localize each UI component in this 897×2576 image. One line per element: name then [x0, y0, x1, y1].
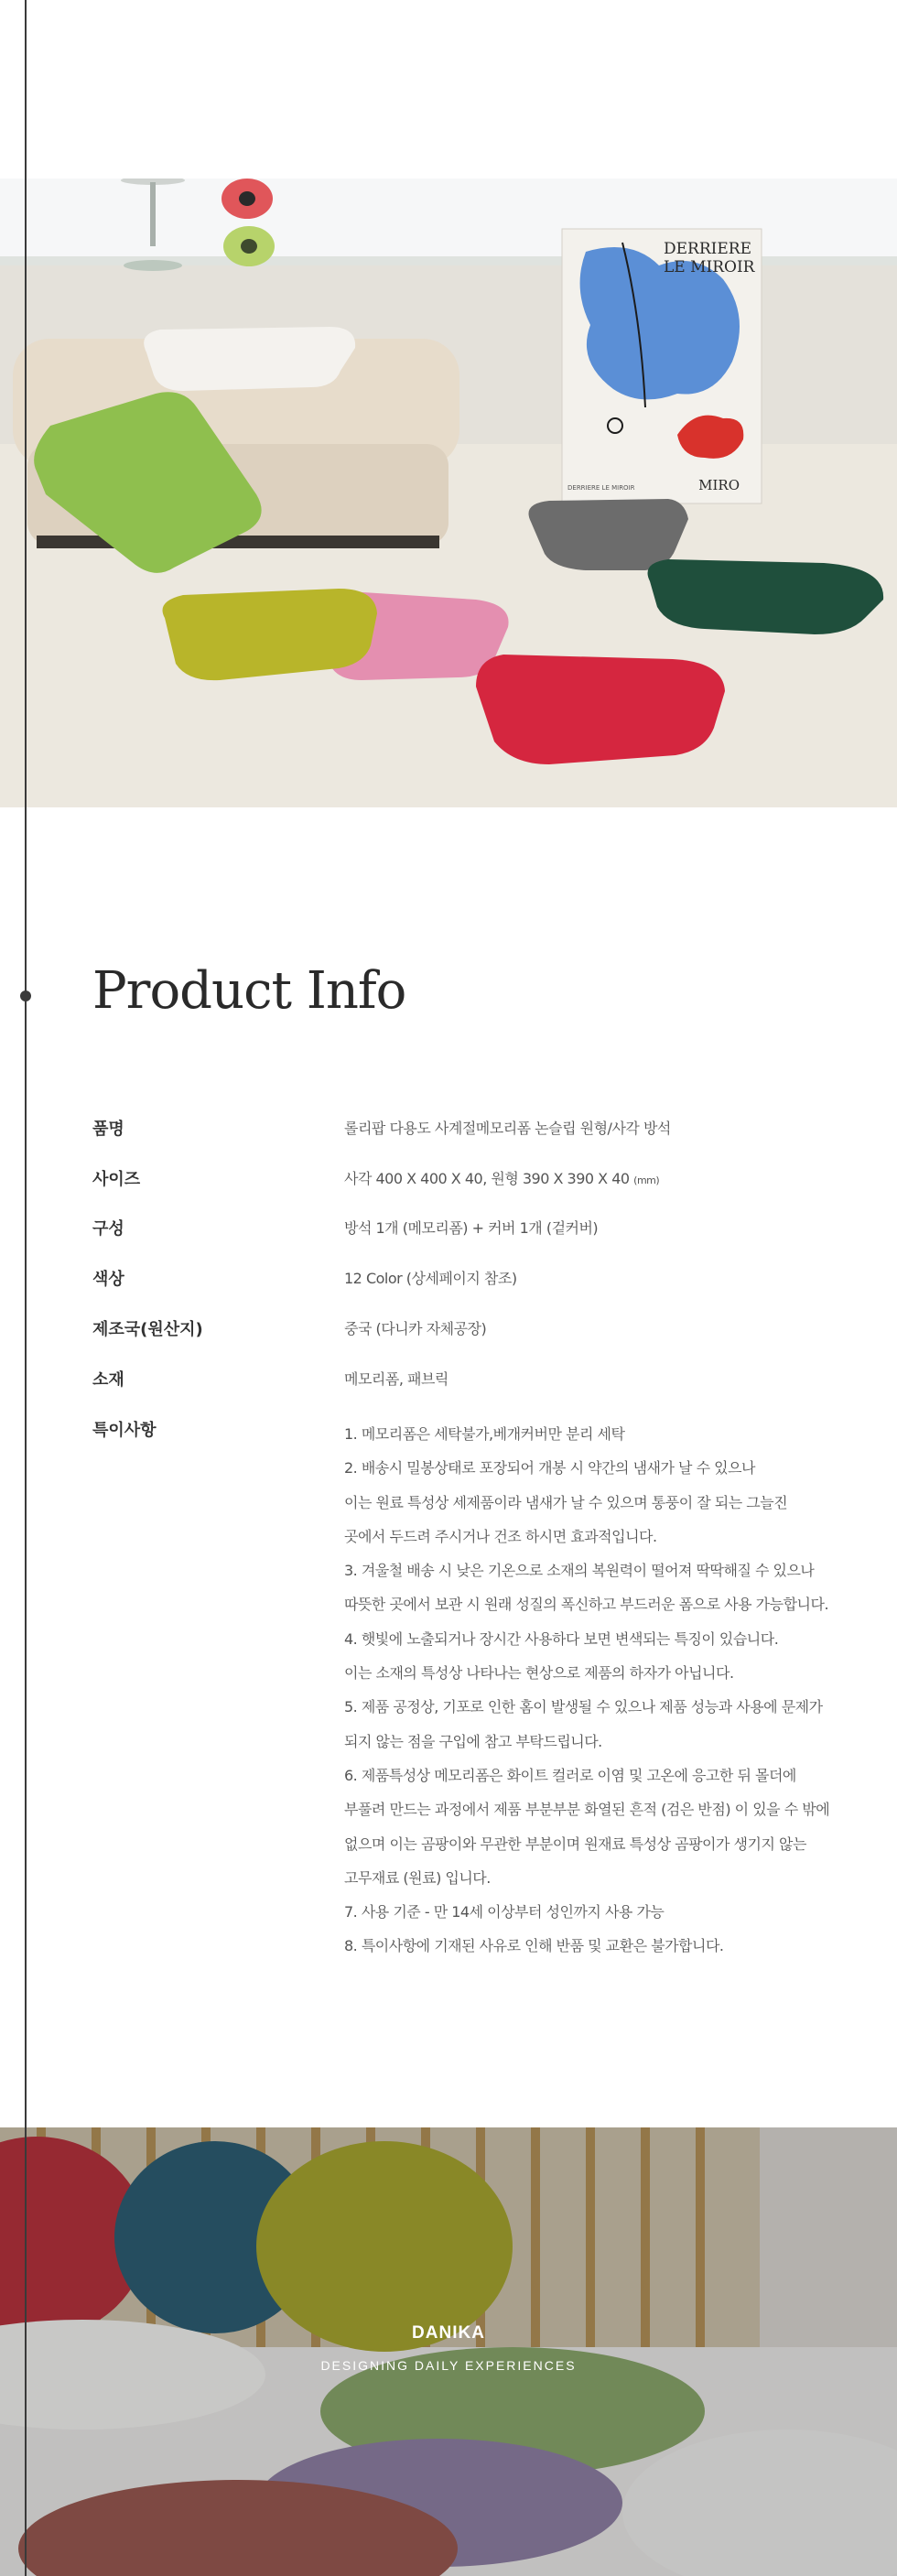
- notes-list: [344, 1417, 875, 1964]
- spec-label: 품명: [92, 1120, 124, 1139]
- note-line: 없으며 이는 곰팡이와 무관한 부분이며 원재료 특성상 곰팡이가 생기지 않는: [344, 1835, 806, 1853]
- white-cushion: [144, 327, 355, 391]
- spec-label: 특이사항: [92, 1421, 157, 1440]
- size-text: 사각 400 X 400 X 40, 원형 390 X 390 X 40: [344, 1170, 630, 1187]
- note-line: 고무재료 (원료) 입니다.: [344, 1868, 491, 1887]
- spec-value: 중국 (다니카 자체공장): [344, 1320, 487, 1337]
- spec-value-size: [344, 1167, 866, 1188]
- note-line: 8. 특이사항에 기재된 사유로 인해 반품 및 교환은 불가합니다.: [344, 1937, 724, 1955]
- size-unit: (mm): [633, 1174, 660, 1186]
- section-title: Product Info: [92, 961, 406, 1021]
- spec-label: 색상: [92, 1270, 124, 1289]
- footer-photo: [0, 2127, 897, 2576]
- svg-text:MIRO: MIRO: [698, 477, 740, 493]
- spec-value: 12 Color (상세페이지 참조): [344, 1270, 517, 1287]
- hero-illustration: [0, 179, 897, 807]
- gray-cushion: [529, 499, 689, 570]
- dark-green-cushion: [648, 559, 884, 634]
- olive-cushion: [163, 589, 378, 680]
- spec-value: 방석 1개 (메모리폼) + 커버 1개 (겉커버): [344, 1219, 599, 1237]
- spec-label: 사이즈: [92, 1170, 141, 1189]
- svg-text:DERRIERE LE MIROIR: DERRIERE LE MIROIR: [567, 484, 635, 492]
- hero-photo: [0, 179, 897, 807]
- footer-illustration: [0, 2127, 897, 2576]
- note-line: 5. 제품 공정상, 기포로 인한 홈이 발생될 수 있으나 제품 성능과 사용에 문제가: [344, 1698, 823, 1716]
- note-line: 따뜻한 곳에서 보관 시 원래 성질의 폭신하고 부드러운 폼으로 사용 가능합니다.: [344, 1596, 829, 1614]
- note-line: 부풀려 만드는 과정에서 제품 부분부분 화열된 흔적 (검은 반점) 이 있을 수 밖에: [344, 1801, 830, 1819]
- note-line: 6. 제품특성상 메모리폼은 화이트 컬러로 이염 및 고온에 응고한 뒤 몰더에: [344, 1766, 796, 1784]
- svg-text:LE MIROIR: LE MIROIR: [664, 258, 755, 276]
- note-line: 이는 원료 특성상 세제품이라 냄새가 날 수 있으며 통풍이 잘 되는 그늘진: [344, 1493, 788, 1511]
- spec-value: 메모리폼, 패브릭: [344, 1370, 448, 1388]
- note-line: 4. 햇빛에 노출되거나 장시간 사용하다 보면 변색되는 특징이 있습니다.: [344, 1629, 779, 1648]
- poster: [562, 229, 762, 503]
- note-line: 3. 겨울철 배송 시 낮은 기온으로 소재의 복원력이 떨어져 딱딱해질 수 있으나: [344, 1562, 815, 1580]
- note-line: 곳에서 두드려 주시거나 건조 하시면 효과적입니다.: [344, 1527, 657, 1545]
- brand-name: DANIKA: [412, 2323, 485, 2343]
- svg-text:DERRIERE: DERRIERE: [664, 240, 751, 258]
- red-cushion: [476, 655, 725, 764]
- spec-label: 제조국(원산지): [92, 1320, 203, 1339]
- timeline-line: [25, 0, 27, 2576]
- note-line: 2. 배송시 밀봉상태로 포장되어 개봉 시 약간의 냄새가 날 수 있으나: [344, 1459, 755, 1477]
- timeline-dot: [20, 990, 31, 1001]
- note-line: 1. 메모리폼은 세탁불가,베개커버만 분리 세탁: [344, 1425, 625, 1443]
- spec-label: 구성: [92, 1219, 124, 1239]
- spec-label: 소재: [92, 1370, 124, 1390]
- brand-tagline: DESIGNING DAILY EXPERIENCES: [320, 2358, 577, 2373]
- note-line: 7. 사용 기준 - 만 14세 이상부터 성인까지 사용 가능: [344, 1903, 665, 1921]
- note-line: 되지 않는 점을 구입에 참고 부탁드립니다.: [344, 1732, 602, 1750]
- note-line: 이는 소재의 특성상 나타나는 현상으로 제품의 하자가 아닙니다.: [344, 1664, 734, 1683]
- spec-value: 롤리팝 다용도 사계절메모리폼 논슬립 원형/사각 방석: [344, 1120, 671, 1137]
